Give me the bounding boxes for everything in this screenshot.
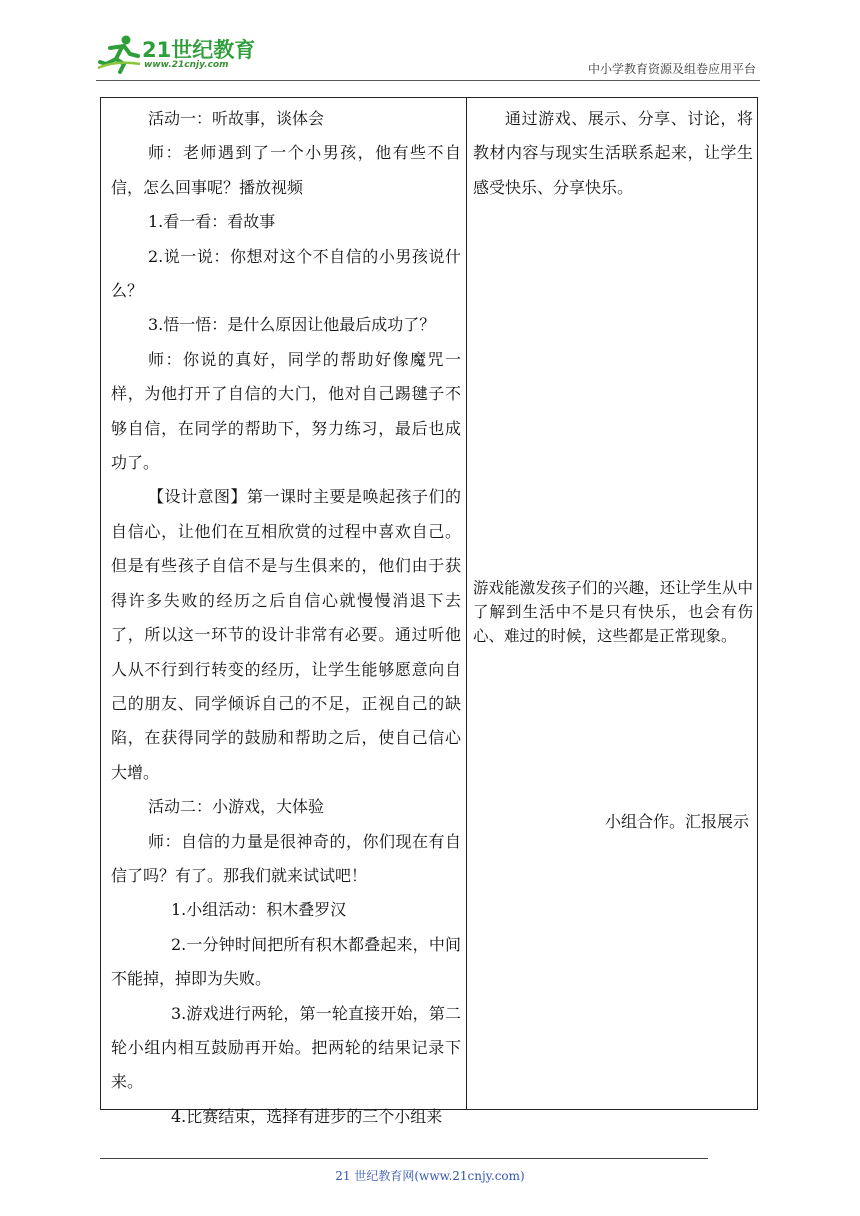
page-header <box>0 0 860 80</box>
design-intent: 【设计意图】第一课时主要是唤起孩子们的自信心，让他们在互相欣赏的过程中喜欢自己。但是有些孩子自信不是与生俱来的，他们由于获得许多失败的经历之后自信心就慢慢消退下去了，所以这一环节的设计非常有必要。通过听他人从不行到行转变的经历，让学生能够愿意向自己的朋友、同学倾诉自己的不足，正视自己的缺陷，在获得同学的鼓励和帮助之后，使自己信心大增。 <box>111 487 461 782</box>
intent-text: 小组合作。汇报展示 <box>604 812 749 831</box>
logo-url: www.21cnjy.com <box>144 60 229 70</box>
intent-column <box>473 98 753 1109</box>
activity-title: 活动一：听故事，谈体会 <box>148 109 325 128</box>
lesson-table <box>100 97 758 1126</box>
step-item: 3.游戏进行两轮，第一轮直接开始，第二轮小组内相互鼓励再开始。把两轮的结果记录下来。 <box>111 1003 461 1092</box>
step-item: 2.说一说：你想对这个不自信的小男孩说什么？ <box>111 246 461 301</box>
activity-title: 活动二：小游戏，大体验 <box>148 797 325 817</box>
site-logo[interactable] <box>96 34 266 74</box>
logo-title: 21世纪教育 <box>142 38 256 62</box>
teaching-process-column <box>111 102 461 1134</box>
intent-text: 游戏能激发孩子们的兴趣，还让学生从中了解到生活中不是只有快乐，也会有伤心、难过的时候，这些都是正常现象。 <box>473 579 753 645</box>
intent-text: 通过游戏、展示、分享、讨论，将教材内容与现实生活联系起来，让学生感受快乐、分享快乐。 <box>473 109 753 197</box>
step-item: 3.悟一悟：是什么原因让他最后成功了？ <box>148 315 436 335</box>
teacher-line: 师：你说的真好，同学的帮助好像魔咒一样，为他打开了自信的大门，他对自己踢毽子不够自信，在同学的帮助下，努力练习，最后也成功了。 <box>111 349 461 473</box>
runner-icon <box>96 34 142 74</box>
footer-divider <box>100 1158 708 1159</box>
step-item: 2.一分钟时间把所有积木都叠起来，中间不能掉，掉即为失败。 <box>111 934 461 989</box>
teacher-line: 师：自信的力量是很神奇的，你们现在有自信了吗？有了。那我们就来试试吧！ <box>111 831 461 885</box>
step-item: 4.比赛结束，选择有进步的三个小组来 <box>171 1106 443 1126</box>
footer-link[interactable]: 21 世纪教育网(www.21cnjy.com) <box>335 1169 525 1183</box>
column-divider <box>466 98 467 1109</box>
step-item: 1.小组活动：积木叠罗汉 <box>171 900 347 920</box>
header-divider <box>96 80 760 81</box>
teacher-line: 师：老师遇到了一个小男孩，他有些不自信，怎么回事呢？播放视频 <box>111 143 461 197</box>
header-tagline: 中小学教育资源及组卷应用平台 <box>587 62 756 76</box>
step-item: 1.看一看：看故事 <box>148 212 276 232</box>
